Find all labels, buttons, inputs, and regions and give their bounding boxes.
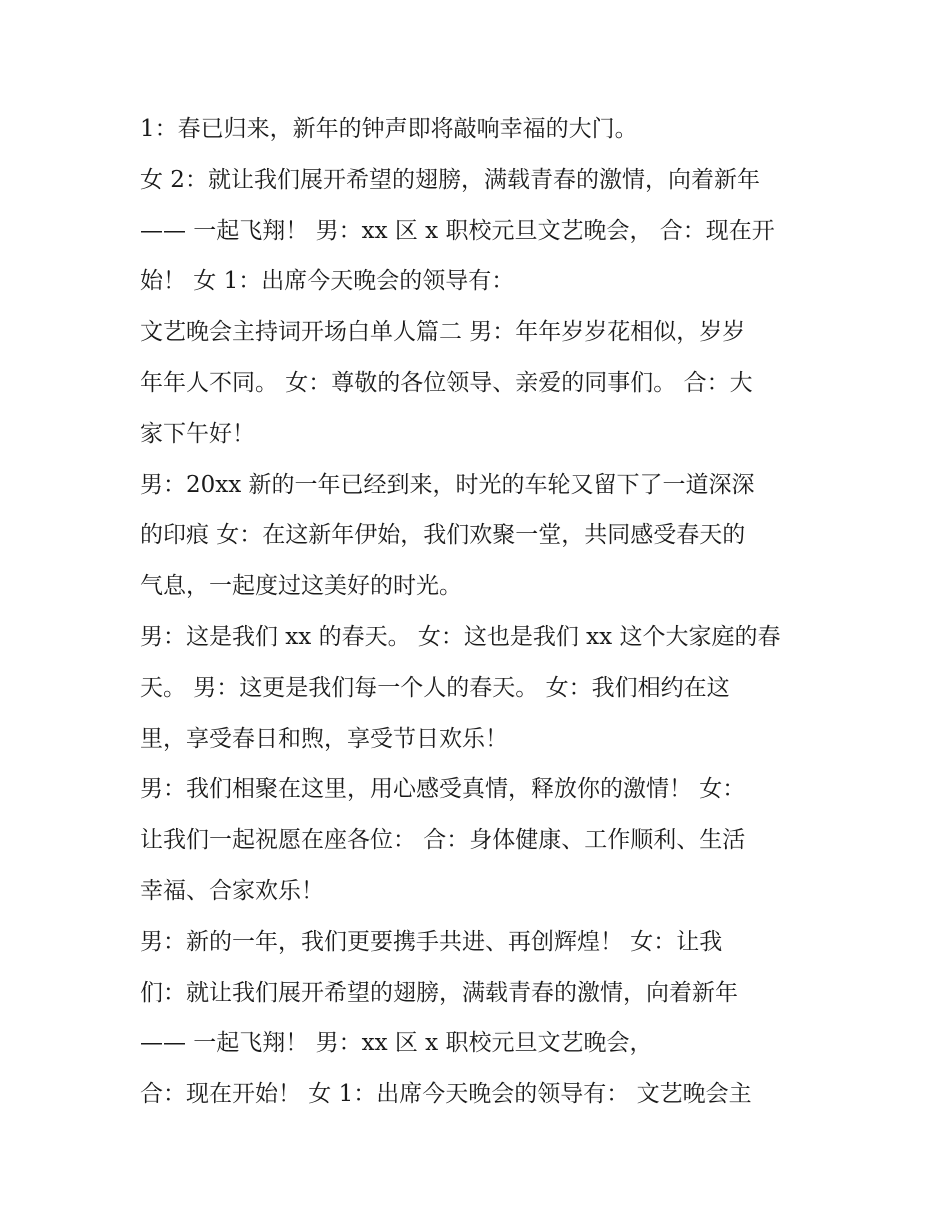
text-line: 文艺晚会主持词开场白单人篇二 男：年年岁岁花相似，岁岁 xyxy=(140,319,746,346)
text-line: 气息，一起度过这美好的时光。 xyxy=(140,573,462,600)
text-line: 男：新的一年，我们更要携手共进、再创辉煌！ 女：让我 xyxy=(140,928,723,955)
text-line: —— 一起飞翔！ 男：xx 区 x 职校元旦文艺晚会， xyxy=(140,1030,653,1057)
text-line: 男：20xx 新的一年已经到来，时光的车轮又留下了一道深深 xyxy=(140,471,755,498)
text-line: 合：现在开始！ 女 1：出席今天晚会的领导有： 文艺晚会主 xyxy=(140,1081,752,1108)
text-line: 的印痕 女：在这新年伊始，我们欢聚一堂，共同感受春天的 xyxy=(140,522,746,549)
text-line: 让我们一起祝愿在座各位： 合：身体健康、工作顺利、生活 xyxy=(140,827,746,854)
text-line: 女 2：就让我们展开希望的翅膀，满载青春的激情，向着新年 xyxy=(140,166,760,193)
text-line: 幸福、合家欢乐！ xyxy=(140,877,324,904)
text-line: —— 一起飞翔！ 男：xx 区 x 职校元旦文艺晚会， 合：现在开 xyxy=(140,217,775,244)
text-line: 们：就让我们展开希望的翅膀，满载青春的激情，向着新年 xyxy=(140,979,738,1006)
text-line: 始！ 女 1：出席今天晚会的领导有： xyxy=(140,268,515,295)
text-line: 里，享受春日和煦，享受节日欢乐！ xyxy=(140,725,508,752)
text-line: 天。 男：这更是我们每一个人的春天。 女：我们相约在这 xyxy=(140,674,730,701)
text-line: 年年人不同。 女：尊敬的各位领导、亲爱的同事们。 合：大 xyxy=(140,369,753,396)
document-body xyxy=(140,104,830,1120)
text-line: 1：春已归来，新年的钟声即将敲响幸福的大门。 xyxy=(140,116,638,142)
text-line: 家下午好！ xyxy=(140,420,255,447)
text-line: 男：我们相聚在这里，用心感受真情，释放你的激情！ 女： xyxy=(140,776,746,803)
text-line: 男：这是我们 xx 的春天。 女：这也是我们 xx 这个大家庭的春 xyxy=(140,623,781,650)
